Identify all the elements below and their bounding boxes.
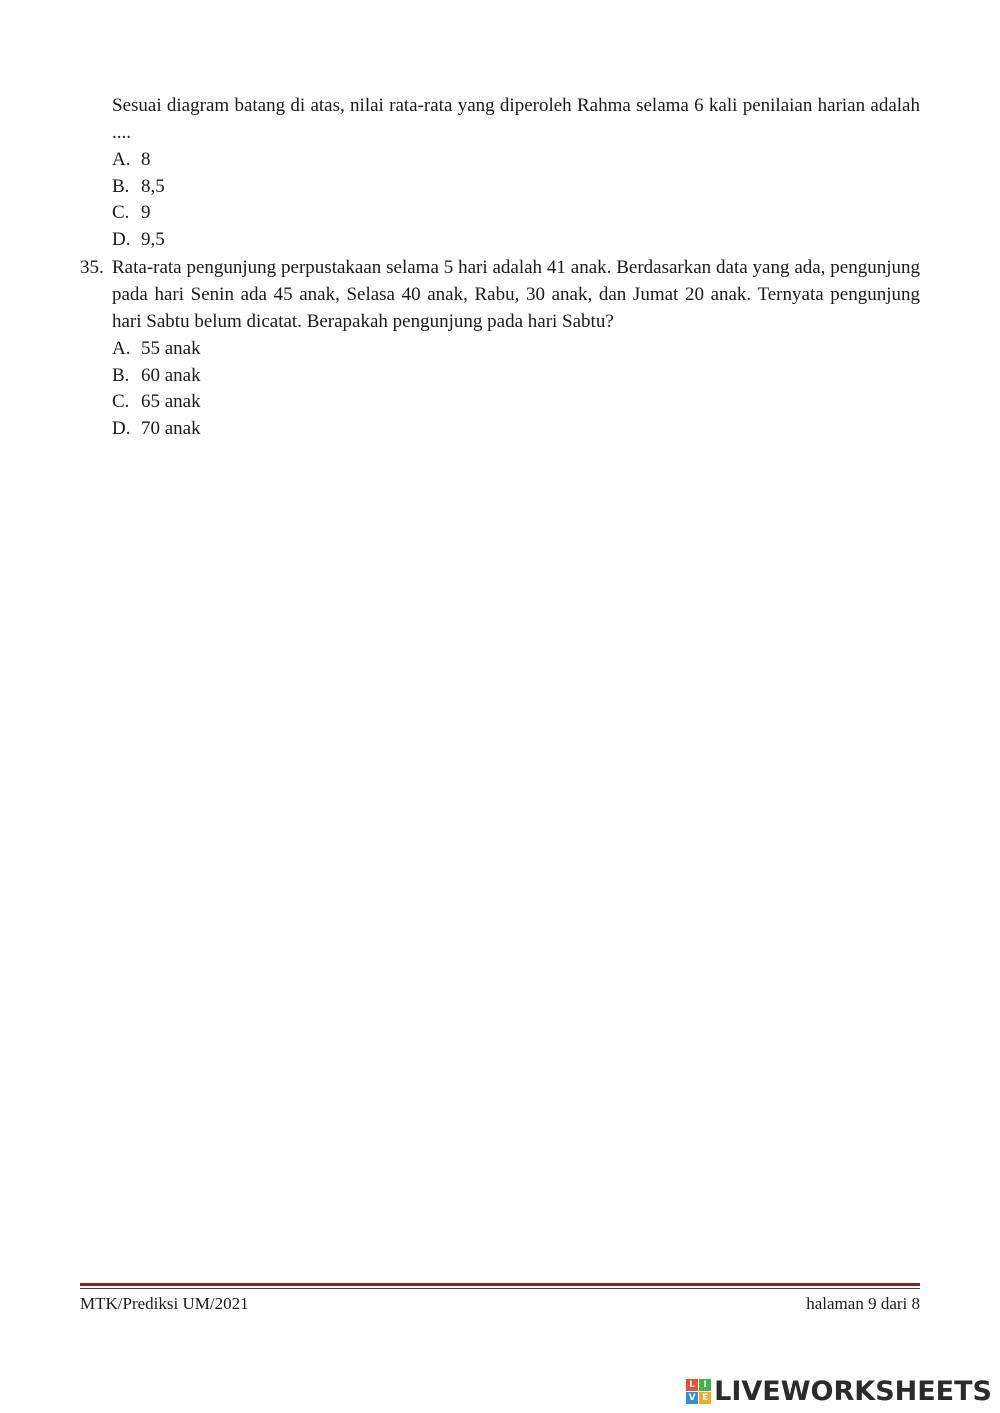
logo-cell: E <box>699 1392 711 1404</box>
footer-course-label: MTK/Prediksi UM/2021 <box>80 1294 249 1313</box>
option-d[interactable]: D. 9,5 <box>112 228 165 250</box>
question-text: Sesuai diagram batang di atas, nilai rata-rata yang diperoleh Rahma selama 6 kali penilaian harian adalah .... <box>112 95 920 143</box>
liveworksheets-watermark <box>686 1376 992 1407</box>
answer-options <box>80 146 920 252</box>
liveworksheets-logo-icon <box>686 1379 711 1404</box>
footer-page-number: halaman 9 dari 8 <box>806 1294 920 1313</box>
question-row <box>80 254 920 335</box>
logo-cell: L <box>686 1379 698 1391</box>
question-continuation <box>80 92 920 252</box>
footer-divider <box>80 1283 920 1289</box>
page-footer <box>80 1294 920 1314</box>
option-c[interactable]: C. 65 anak <box>112 391 201 412</box>
option-b[interactable]: B. 8,5 <box>112 175 165 197</box>
option-d[interactable]: D. 70 anak <box>112 417 201 439</box>
option-a[interactable]: A. 55 anak <box>112 338 201 359</box>
option-c[interactable]: C. 9 <box>112 202 151 223</box>
question-text: Rata-rata pengunjung perpustakaan selama 5 hari adalah 41 anak. Berdasarkan data yang ada, pengunjung pada hari Senin ada 45 anak, Selasa 40 anak, Rabu, 30 anak, dan Jumat 20 anak. Ternyata pengunjung hari Sabtu belum dicatat. Berapakah pengunjung pada hari Sabtu? <box>112 257 920 332</box>
question-number: 35. <box>80 257 104 278</box>
answer-options <box>80 335 920 441</box>
watermark-text: LIVEWORKSHEETS <box>714 1376 992 1407</box>
logo-cell: I <box>699 1379 711 1391</box>
option-b[interactable]: B. 60 anak <box>112 364 201 386</box>
logo-cell: V <box>686 1392 698 1404</box>
question-body <box>80 92 920 146</box>
option-a[interactable]: A. 8 <box>112 149 151 170</box>
question-35 <box>80 254 920 441</box>
